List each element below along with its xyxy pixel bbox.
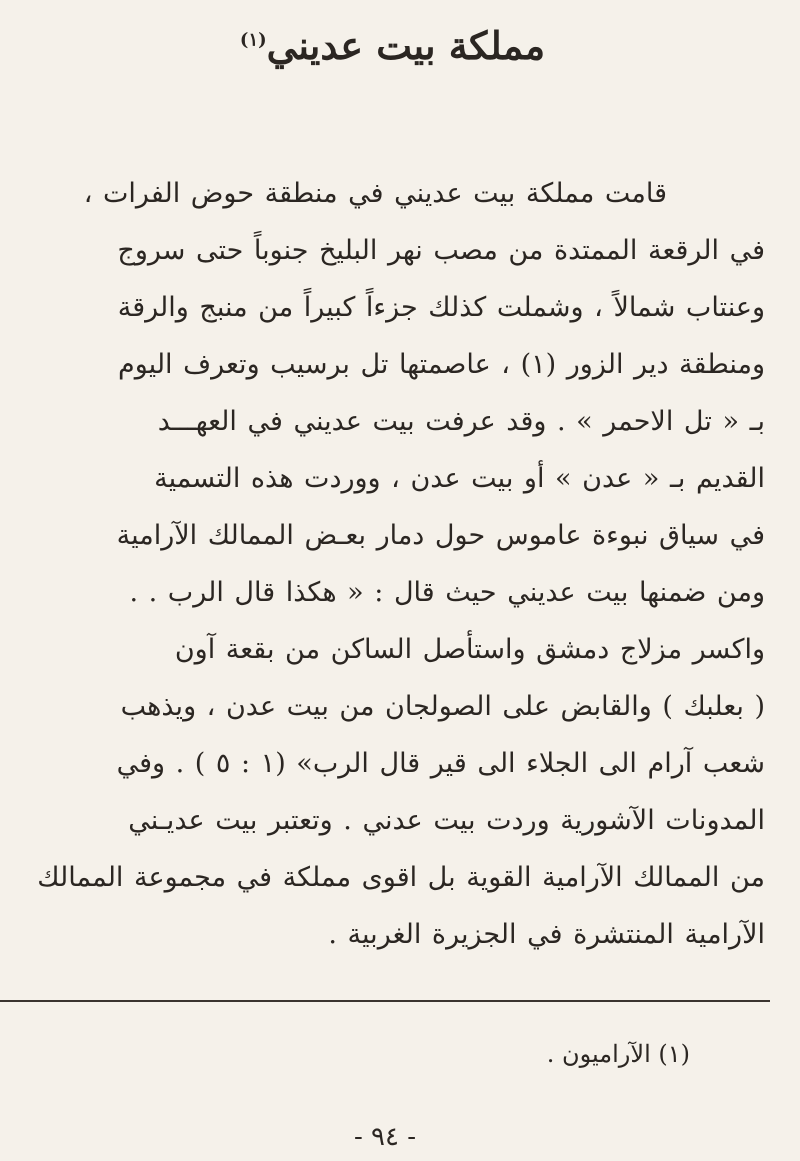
body-line-2: في الرقعة الممتدة من مصب نهر البليخ جنوباً حتى سروج: [117, 235, 765, 266]
footnote: (١) الآراميون .: [546, 1040, 690, 1068]
page-number: - ٩٤ -: [353, 1122, 417, 1152]
page-title-text: مملكة بيت عديني: [266, 23, 546, 68]
body-text: [20, 165, 765, 963]
body-line-11: شعب آرام الى الجلاء الى قير قال الرب» (١ : ٥ ) . وفي: [116, 748, 765, 779]
body-line-4: ومنطقة دير الزور (١) ، عاصمتها تل برسيب وتعرف اليوم: [118, 349, 765, 380]
title-footnote-marker: (١): [239, 29, 267, 51]
page-title: [20, 18, 765, 74]
body-line-3: وعنتاب شمالاً ، وشملت كذلك جزءاً كبيراً من منبج والرقة: [117, 292, 765, 323]
body-line-7: في سياق نبوءة عاموس حول دمار بعـض الممالك الآرامية: [116, 520, 765, 551]
body-line-8: ومن ضمنها بيت عديني حيث قال : « هكذا قال الرب . .: [129, 577, 765, 608]
body-line-5: بـ « تل الاحمر » . وقد عرفت بيت عديني في العهـــد: [157, 406, 765, 437]
body-line-6: القديم بـ « عدن » أو بيت عدن ، ووردت هذه التسمية: [154, 463, 765, 494]
footnote-divider: [0, 1000, 770, 1002]
body-line-1: قامت مملكة بيت عديني في منطقة حوض الفرات ،: [83, 178, 667, 209]
body-line-13: من الممالك الآرامية القوية بل اقوى مملكة في مجموعة الممالك: [37, 862, 765, 893]
body-line-10: ( بعلبك ) والقابض على الصولجان من بيت عدن ، ويذهب: [120, 691, 765, 722]
body-line-14: الآرامية المنتشرة في الجزيرة الغربية .: [328, 919, 765, 950]
body-line-12: المدونات الآشورية وردت بيت عدني . وتعتبر بيت عديـني: [128, 805, 765, 836]
body-line-9: واكسر مزلاج دمشق واستأصل الساكن من بقعة آون: [174, 634, 765, 665]
